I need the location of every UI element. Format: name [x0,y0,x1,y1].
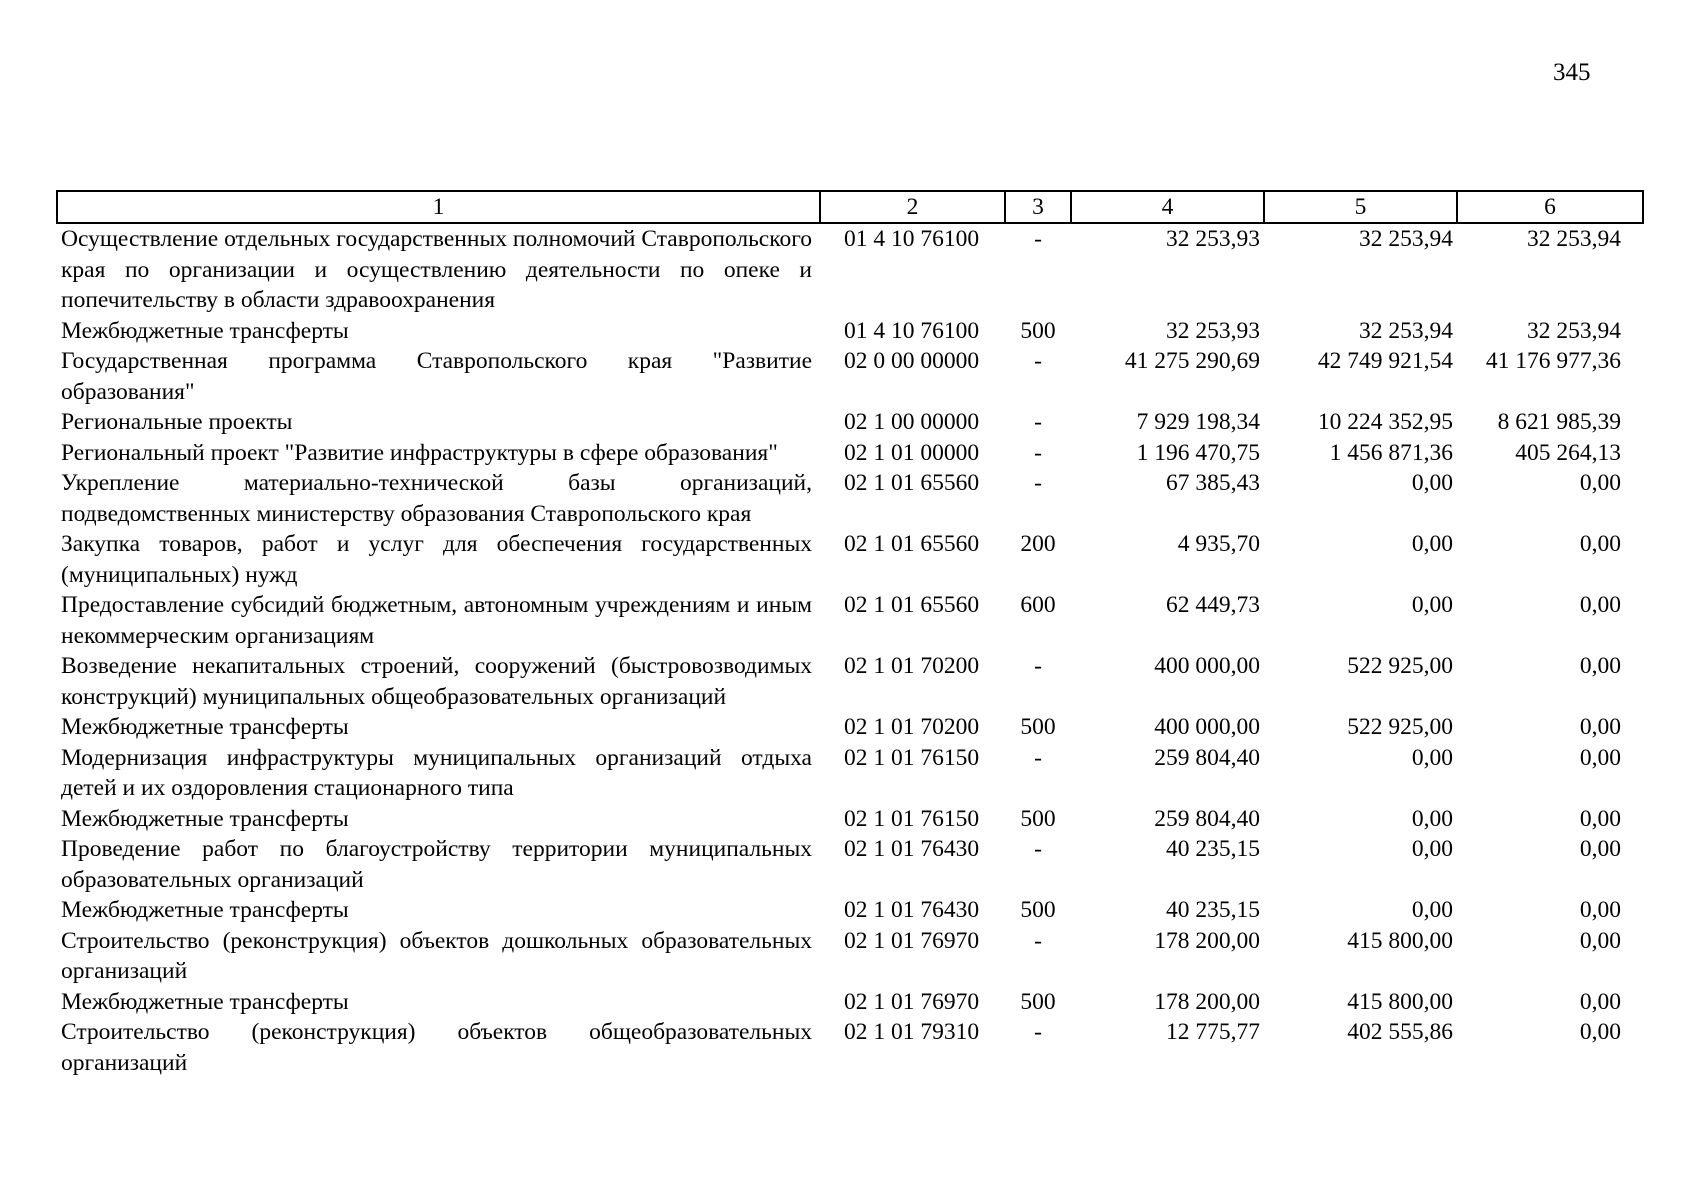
table-row [57,804,1643,835]
row-amount-col5: 415 800,00 [1347,927,1453,954]
row-code: 02 1 01 76430 [844,836,980,862]
table-row [57,590,1643,651]
row-expense-type: - [1034,653,1042,679]
row-name: Государственная программа Ставропольского края "Развитие образования" [61,348,812,405]
table-row [57,834,1643,895]
row-expense-type: 500 [1020,805,1056,832]
row-name: Предоставление субсидий бюджетным, автономным учреждениям и иным некоммерческим организациям [61,592,812,649]
row-amount-col5: 32 253,94 [1359,317,1453,344]
row-amount-col5: 415 800,00 [1347,988,1453,1015]
row-expense-type: 600 [1020,592,1056,618]
row-name: Закупка товаров, работ и услуг для обеспечения государственных (муниципальных) нужд [61,531,812,588]
row-amount-col5: 522 925,00 [1347,653,1453,679]
row-code: 02 1 01 70200 [844,714,980,740]
row-amount-col4: 178 200,00 [1154,927,1260,954]
table-row [57,438,1643,469]
row-expense-type: - [1034,927,1042,954]
row-code: 02 1 01 00000 [844,439,980,466]
row-amount-col5: 0,00 [1411,836,1453,862]
header-row [57,191,1643,223]
row-amount-col6: 41 176 977,36 [1485,348,1621,374]
row-amount-col6: 0,00 [1579,805,1621,832]
row-name: Модернизация инфраструктуры муниципальных организаций отдыха детей и их оздоровления стационарного типа [61,744,812,801]
table-row [57,743,1643,804]
table-row [57,223,1643,316]
row-name: Межбюджетные трансферты [61,897,349,923]
row-amount-col5: 42 749 921,54 [1317,348,1453,374]
row-amount-col6: 32 253,94 [1527,226,1621,252]
row-expense-type: 500 [1020,988,1056,1015]
header-col-3: 3 [1005,191,1071,223]
row-amount-col5: 0,00 [1411,531,1453,557]
table-row [57,468,1643,529]
row-name: Межбюджетные трансферты [61,317,349,344]
row-name: Межбюджетные трансферты [61,805,349,832]
row-name: Региональный проект "Развитие инфраструктуры в сфере образования" [61,439,778,466]
row-amount-col4: 67 385,43 [1166,470,1260,496]
row-code: 02 0 00 00000 [844,348,980,374]
row-amount-col5: 0,00 [1411,744,1453,771]
row-amount-col6: 0,00 [1579,531,1621,557]
header-col-2: 2 [820,191,1005,223]
table-row [57,712,1643,743]
row-amount-col4: 7 929 198,34 [1136,409,1260,435]
row-expense-type: 500 [1020,897,1056,923]
table-body [57,223,1643,1078]
budget-table [56,190,1644,1078]
row-amount-col6: 8 621 985,39 [1497,409,1621,435]
row-amount-col6: 0,00 [1579,470,1621,496]
row-amount-col6: 0,00 [1579,592,1621,618]
row-code: 01 4 10 76100 [844,317,980,344]
row-amount-col4: 40 235,15 [1166,836,1260,862]
header-col-4: 4 [1071,191,1264,223]
table-header [57,191,1643,223]
row-amount-col4: 259 804,40 [1154,805,1260,832]
table-row [57,1017,1643,1078]
row-amount-col6: 0,00 [1579,927,1621,954]
table-row [57,529,1643,590]
row-name: Строительство (реконструкция) объектов дошкольных образовательных организаций [61,927,812,984]
row-amount-col5: 32 253,94 [1359,226,1453,252]
row-amount-col5: 0,00 [1411,897,1453,923]
header-col-1: 1 [57,191,820,223]
row-amount-col4: 41 275 290,69 [1124,348,1260,374]
row-amount-col4: 259 804,40 [1154,744,1260,771]
row-expense-type: - [1034,348,1042,374]
row-code: 02 1 01 65560 [844,531,980,557]
row-name: Межбюджетные трансферты [61,988,349,1015]
row-code: 02 1 01 65560 [844,592,980,618]
row-amount-col6: 0,00 [1579,988,1621,1015]
row-amount-col5: 402 555,86 [1347,1019,1453,1045]
row-amount-col4: 4 935,70 [1177,531,1260,557]
row-amount-col6: 0,00 [1579,836,1621,862]
row-code: 02 1 01 79310 [844,1019,980,1045]
row-amount-col4: 32 253,93 [1166,226,1260,252]
header-col-6: 6 [1457,191,1643,223]
row-expense-type: 200 [1020,531,1056,557]
row-name: Возведение некапитальных строений, сооружений (быстровозводимых конструкций) муниципальных общеобразовательных организаций [61,653,812,710]
table-row [57,316,1643,347]
header-col-5: 5 [1264,191,1457,223]
row-amount-col5: 1 456 871,36 [1329,439,1453,466]
row-amount-col6: 0,00 [1579,1019,1621,1045]
row-code: 02 1 00 00000 [844,409,980,435]
row-name: Осуществление отдельных государственных полномочий Ставропольского края по организации и осуществлению деятельности по опеке и попечительству в области здравоохранения [61,226,812,313]
row-amount-col6: 0,00 [1579,653,1621,679]
row-amount-col6: 0,00 [1579,714,1621,740]
row-expense-type: - [1034,470,1042,496]
row-amount-col4: 40 235,15 [1166,897,1260,923]
row-expense-type: - [1034,226,1042,252]
row-amount-col6: 0,00 [1579,897,1621,923]
row-amount-col4: 178 200,00 [1154,988,1260,1015]
row-name: Укрепление материально-технической базы организаций, подведомственных министерству образования Ставропольского края [61,470,812,527]
table-row [57,987,1643,1018]
page-number: 345 [1553,59,1591,86]
row-expense-type: - [1034,836,1042,862]
row-amount-col4: 62 449,73 [1166,592,1260,618]
table-row [57,651,1643,712]
row-expense-type: - [1034,409,1042,435]
row-amount-col5: 0,00 [1411,805,1453,832]
row-expense-type: - [1034,1019,1042,1045]
row-expense-type: - [1034,744,1042,771]
row-amount-col5: 0,00 [1411,592,1453,618]
row-code: 02 1 01 76430 [844,897,980,923]
row-code: 02 1 01 76970 [844,988,980,1015]
row-code: 02 1 01 70200 [844,653,980,679]
row-code: 01 4 10 76100 [844,226,980,252]
row-code: 02 1 01 76150 [844,805,980,832]
row-amount-col5: 522 925,00 [1347,714,1453,740]
row-name: Проведение работ по благоустройству территории муниципальных образовательных организаций [61,836,812,893]
row-amount-col5: 10 224 352,95 [1317,409,1453,435]
table-row [57,346,1643,407]
row-name: Строительство (реконструкция) объектов общеобразовательных организаций [61,1019,812,1076]
row-code: 02 1 01 76150 [844,744,980,771]
row-expense-type: - [1034,439,1042,466]
row-code: 02 1 01 76970 [844,927,980,954]
row-amount-col4: 12 775,77 [1166,1019,1260,1045]
table-row [57,895,1643,926]
row-amount-col6: 0,00 [1579,744,1621,771]
table-row [57,407,1643,438]
row-name: Межбюджетные трансферты [61,714,349,740]
row-amount-col4: 1 196 470,75 [1136,439,1260,466]
row-expense-type: 500 [1020,317,1056,344]
row-amount-col4: 400 000,00 [1154,653,1260,679]
table-row [57,926,1643,987]
row-code: 02 1 01 65560 [844,470,980,496]
row-amount-col4: 400 000,00 [1154,714,1260,740]
row-amount-col4: 32 253,93 [1166,317,1260,344]
row-expense-type: 500 [1020,714,1056,740]
row-amount-col6: 405 264,13 [1515,439,1621,466]
row-name: Региональные проекты [61,409,293,435]
row-amount-col6: 32 253,94 [1527,317,1621,344]
row-amount-col5: 0,00 [1411,470,1453,496]
